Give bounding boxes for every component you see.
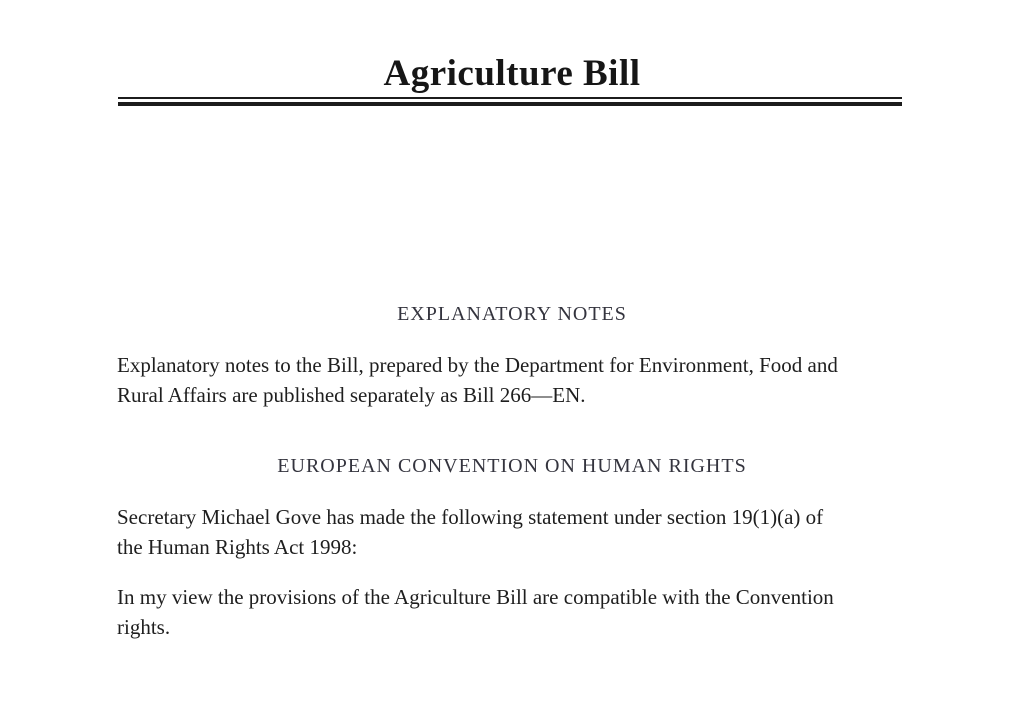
- paragraph-line: rights.: [117, 615, 171, 639]
- paragraph-line: In my view the provisions of the Agriculture Bill are compatible with the Convention: [117, 585, 834, 609]
- section-heading-explanatory-notes: EXPLANATORY NOTES: [397, 303, 627, 325]
- document-title: Agriculture Bill: [383, 53, 641, 94]
- section-heading-echr: EUROPEAN CONVENTION ON HUMAN RIGHTS: [277, 455, 747, 477]
- title-double-rule: [118, 97, 902, 106]
- paragraph-explanatory-notes: [117, 350, 909, 410]
- paragraph-line: the Human Rights Act 1998:: [117, 535, 358, 559]
- paragraph-line: Rural Affairs are published separately as Bill 266—EN.: [117, 383, 586, 407]
- paragraph-line: Explanatory notes to the Bill, prepared by the Department for Environment, Food and: [117, 353, 838, 377]
- paragraph-echr-compatibility: [117, 582, 909, 642]
- paragraph-line: Secretary Michael Gove has made the following statement under section 19(1)(a) of: [117, 505, 824, 529]
- paragraph-echr-statement: [117, 502, 909, 562]
